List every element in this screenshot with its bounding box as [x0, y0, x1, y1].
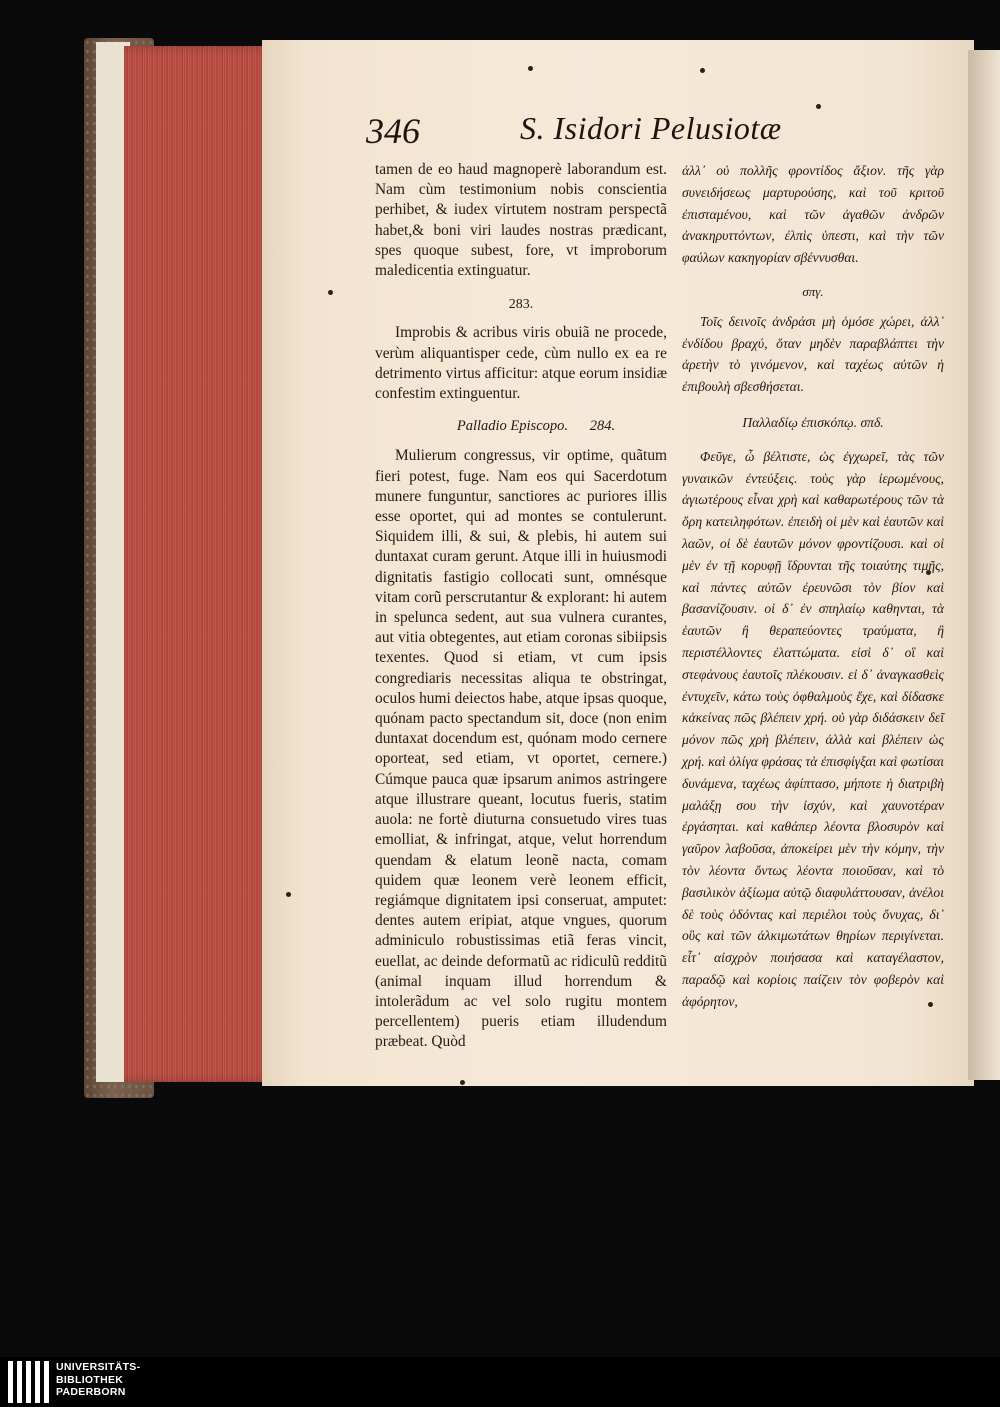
greek-column	[682, 160, 944, 1012]
red-page-edges	[124, 46, 272, 1082]
library-logo-icon	[8, 1361, 50, 1403]
latin-addressee: Palladio Episcopo.	[456, 418, 569, 435]
library-name-line1: UNIVERSITÄTS-	[56, 1361, 141, 1373]
library-footer	[0, 1357, 1000, 1407]
latin-column	[375, 160, 667, 1053]
latin-letter-heading-284	[405, 416, 667, 436]
right-page-edge	[968, 50, 1000, 1080]
greek-letter-heading-284: Παλλαδίῳ ἐπισκόπῳ. σπδ.	[742, 414, 884, 430]
worm-hole	[460, 1080, 465, 1085]
greek-paragraph-283: Τοῖς δεινοῖς ἀνδράσι μὴ ὁμόσε χώρει, ἀλλ᾽ ἐνδίδου βραχύ, ὅταν μηδὲν παραβλάπτει τὴν ἀρετὴν τὸ γινόμενον, καὶ ταχέως αὐτῶν ἡ ἐπιβουλὴ σβεσθήσεται.	[682, 313, 944, 395]
latin-opening-paragraph: tamen de eo haud magnoperè laborandum est. Nam cùm testimonium nobis conscientia perhibet, & iudex virtutem nostram perspectã habet,& boni viri laudes nostras prædicant, spes quoque subest, fore, vt improborum maledicentia extinguatur.	[375, 161, 667, 280]
latin-letter-number-284: 284.	[589, 418, 616, 435]
worm-hole	[286, 892, 291, 897]
page-number: 346	[366, 111, 420, 151]
latin-paragraph-283: Improbis & acribus viris obuiã ne procede, verùm aliquantisper cede, cùm nullo ex ea re detrimento virtus afficitur: atque eorum insidiæ confestim extinguentur.	[375, 324, 667, 403]
library-name-line2: BIBLIOTHEK	[56, 1373, 124, 1386]
greek-letter-number-283: σπγ.	[802, 283, 824, 299]
latin-letter-number-283: 283.	[508, 297, 534, 313]
worm-hole	[528, 66, 533, 71]
latin-paragraph-284: Mulierum congressus, vir optime, quãtum fieri potest, fuge. Nam eos qui Sacerdotum munere funguntur, sanctiores ac puriores illis esse oportet, qui ad montes se contulerunt. Siquidem illi, & sui, & plebis, hi autem sui duntaxat curam gerunt. Atque illi in huiusmodi dignitatis fastigio collocati sunt, omnésque vitam corũ perscrutantur & explorant: hi autem in spelunca sedent, aut sua vulnera curantes, aut vitia obtegentes, aut etiam coronas sibiipsis texentes. Quod si etiam, vt cum ipsis congrediaris necessitas aliqua te obstringat, oculos humi deiectos habe, atque ipsas quoque, quónam pacto spectandum sit, doce (non enim duntaxat docendum est, quónam modo cernere oporteat, sed etiam, vt oportet, cernere.) Cúmque pauca quæ ipsarum animos astringere atque illustrare queant, locutus fueris, statim auola: ne fortè diuturna consuetudo vires tuas emolliat, & infringat, atque, velut horrendum quendam & elatum leonẽ nacta, comam quidem quæ leonem verè leonem efficit, regiámque dignitatem ipsi conseruat, amputet: dentes autem eripiat, atque vngues, quorum adminiculo robustissimas etiã feras vincit, euellat, ac deinde deformatũ ac ridiculũ redditũ (animal inquam illud horrendum & intolerãdum ac vel solo rugitu montem percellentem) pueris etiam illudendum præbeat. Quòd	[375, 447, 667, 1051]
worm-hole	[816, 104, 821, 109]
worm-hole	[700, 68, 705, 73]
running-title: S. Isidori Pelusiotæ	[520, 110, 782, 146]
worm-hole	[328, 290, 333, 295]
library-name-line3: PADERBORN	[56, 1386, 126, 1398]
greek-opening-paragraph: ἀλλ᾽ οὐ πολλῆς φροντίδος ἄξιον. τῆς γὰρ συνειδήσεως μαρτυρούσης, καὶ τοῦ κριτοῦ ἐπισταμένου, καὶ τῶν ἀγαθῶν ἀνδρῶν ἀνακηρυττόντων, ἐλπὶς ὑπεστι, καὶ τὴν τῶν φαύλων κακηγορίαν σβέννυσθαι.	[682, 163, 944, 266]
library-logo-text	[56, 1361, 140, 1399]
greek-paragraph-284: Φεῦγε, ὦ βέλτιστε, ὡς ἐγχωρεῖ, τὰς τῶν γυναικῶν ἐντεύξεις. τοὺς γὰρ ἱερωμένους, ἁγιωτέρους εἶναι χρὴ καὶ καθαρωτέρους τῶν τὰ ὄρη κατειληφότων. ἐπειδὴ οἱ μὲν καὶ ἑαυτῶν καὶ λαῶν, οἱ δὲ ἑαυτῶν μόνον φροντίζουσι. καὶ οἱ μὲν ἐν τῇ κορυφῇ ἵδρυνται τῆς τοιαύτης τιμῆς, καὶ πάντες αὐτῶν ἐρευνῶσι τὸν βίον καὶ βασανίζουσιν. οἱ δ᾽ ἐν σπηλαίῳ καθηνται, τὰ ἑαυτῶν ἢ θεραπεύοντες τραύματα, ἢ περιστέλλοντες ἐλαττώματα. εἰσὶ δ᾽ οἳ καὶ στεφάνους ἑαυτοῖς πλέκουσιν. εἰ δ᾽ ἀναγκασθεὶς ἐντυχεῖν, κάτω τοὺς ὀφθαλμοὺς ἔχε, καὶ δίδασκε κἀκείνας πῶς βλέπειν χρή. οὐ γὰρ διδάσκειν δεῖ μόνον πῶς χρὴ βλέπειν, ἀλλὰ καὶ βλέπειν ὡς χρή. καὶ ὀλίγα φράσας τὰ ἐπισφίγξαι καὶ φωτίσαι δυνάμενα, ταχέως ἀφίπτασο, μήποτε ἡ διατριβὴ μαλάξῃ σου τὴν ἰσχύν, καὶ χαυνοτέραν ἐργάσηται. καὶ καθάπερ λέοντα βλοσυρὸν καὶ γαῦρον λαβοῦσα, ἀποκείρει μὲν τὴν κόμην, τὴν τὸν λέοντα ὄντως λέοντα ποιοῦσαν, καὶ τὸ βασιλικὸν ἀξίωμα αὐτῷ διαφυλάττουσαν, ἀνέλοι δὲ τοὺς ὀδόντας καὶ περιέλοι τοὺς ὄνυχας, δι᾽ οὓς καὶ τῶν ἀλκιμωτάτων θηρίων περιγίνεται. εἶτ᾽ αἰσχρὸν ποιήσασα καὶ καταγέλαστον, παραδῷ καὶ κορίοις παίζειν τὸν φοβερὸν καὶ ἀφόρητον,	[682, 448, 944, 1009]
